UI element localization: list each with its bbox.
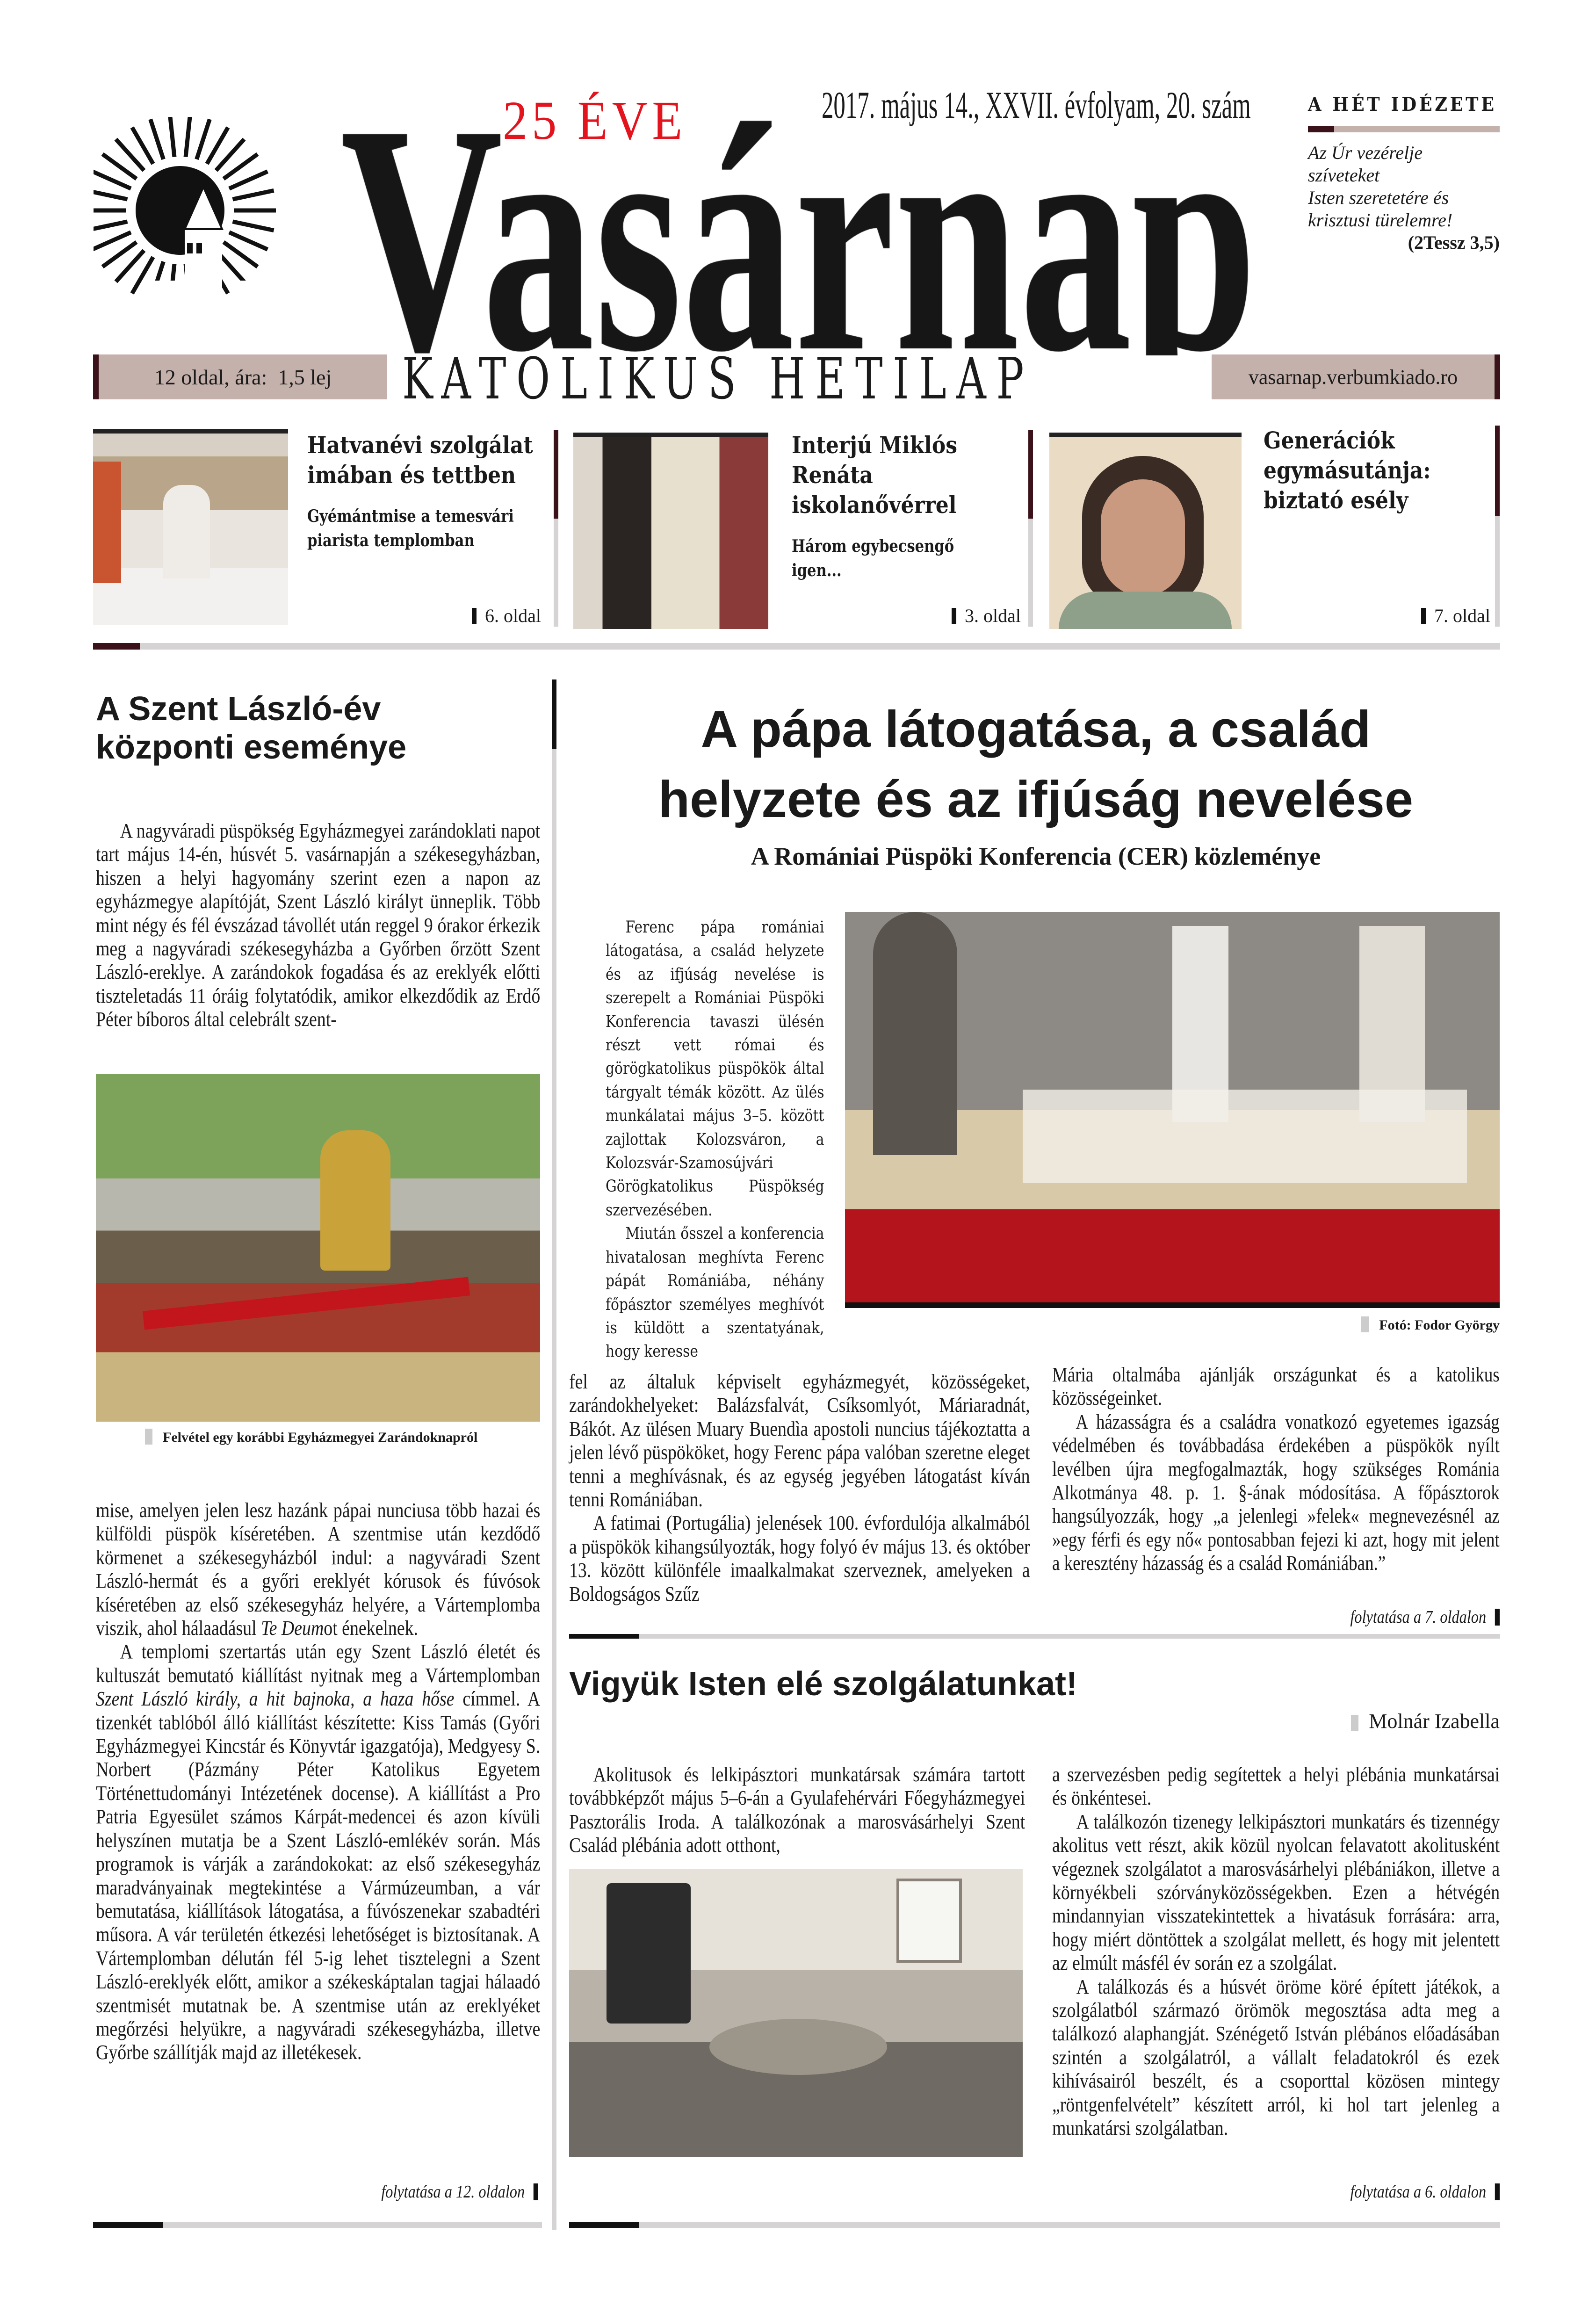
teaser-subtitle: Gyémántmise a temesvári <box>307 506 514 526</box>
teaser-subtitle: Három egybecsengő <box>792 536 954 556</box>
left-article-photo[interactable] <box>96 1074 540 1422</box>
website-box[interactable] <box>1212 354 1500 399</box>
quote-line: Az Úr vezérelje <box>1308 142 1423 163</box>
sun-church-logo <box>94 117 290 341</box>
main-article-photo[interactable] <box>845 912 1500 1308</box>
sun-ray <box>197 119 210 159</box>
main-right-column <box>1052 1363 1500 1576</box>
paragraph: a szervezésben pedig segítettek a helyi plébánia munkatársai és önkéntesei. <box>1052 1763 1500 1810</box>
teaser-divider <box>1028 430 1033 627</box>
sun-ray <box>229 232 267 250</box>
teaser-photo-interview[interactable] <box>573 433 768 629</box>
teaser-page-ref: 6. oldal <box>472 605 541 627</box>
left-photo-caption: Felvétel egy korábbi Egyházmegyei Zarándoknapról <box>145 1429 477 1445</box>
masthead-title-logo[interactable] <box>340 94 1271 355</box>
bottom-rule-left <box>93 2222 542 2228</box>
column-divider <box>552 679 556 2230</box>
paragraph: A nagyváradi püspökség Egyházmegyei zarándoklati napot tart május 14-én, húsvét 5. vasárnapján a székesegyházban, hiszen a helyi hagyomány szerint ezen a napon az egyházmegye alapítóját, Szent László királyt ünneplik. Több mint négy és fél évszázad távollét után reggel 9 órakor érkezik meg a nagyváradi székesegyházba a Győrben őrzött Szent László-ereklye. A zarándokok fogadása és az ereklyék előtti tiszteletadás 11 óráig folytatódik, amikor elkezdődik az Erdő Péter bíboros által celebrált szent- <box>96 819 541 1031</box>
left-article-body-bottom <box>96 1499 540 2065</box>
text: címmel. A tizenkét tablóból álló kiállítást készítette: Kiss Tamás (Győri Egyházmegyei Kincstár és Könyvtár igazgatója), Medgyesy S. Norbert (Pázmány Péter Katolikus Egyetem Történettudományi Intézetének docense). A kiállítást a Pro Patria Egyesület számos Kárpát-medencei és azon kívüli helyszínen mutatja be a Szent László-emlékév során. Más programok is várják a zarándokokat: az első székesegyház maradványainak megtekintése a Vármúzeumban, a vár bemutatása, kiállítások látogatása, a fúvószenekar szabadtéri műsora. A vár területén étkezési lehetőséget is biztosítanak. A Vártemplomban délután fél 5-ig lehet tisztelegni a Szent László-ereklyék előtt, amikor a székeskáptalan tagjai hálaadó szentmisét mutatnak be. A szentmise után az ereklyéket megőrzési helyükre, a nagyváradi székesegyházba, illetve Győrbe szállítják majd az illetékesek. <box>96 1687 541 2064</box>
teaser-photo-mass[interactable] <box>93 429 288 625</box>
paragraph: Miután ősszel a konferencia hivatalosan meghívta Ferenc pápát Romániába, néhány főpásztor személyes meghívót is küldött a szentatyának, hogy keresse <box>606 1224 824 1361</box>
issue-date-line: 2017. május 14., XXVII. évfolyam, 20. szám <box>822 84 1251 126</box>
paragraph <box>96 1640 540 2064</box>
quote-line: szíveteket <box>1308 165 1380 186</box>
sun-ray <box>94 172 131 189</box>
quote-heading: A HÉT IDÉZETE <box>1308 94 1497 116</box>
teaser-photo-portrait[interactable] <box>1049 433 1242 629</box>
text: A templomi szertartás után egy Szent László életét és kultuszát bemutató kiállítást nyitnak meg a Vártemplomban <box>96 1640 541 1687</box>
main-bottom-rule <box>569 1634 1500 1639</box>
main-wide-column <box>569 1347 1030 1606</box>
anniversary-label: 25 ÉVE <box>503 90 687 151</box>
bottom-right-column <box>1052 1763 1500 2140</box>
quote-line: krisztusi türelemre! <box>1308 210 1453 231</box>
paragraph: A találkozón tizenegy lelkipásztori munkatárs és tizennégy akolitus vett részt, akik közül nyolcan felavatott akolitusként végeznek szolgálatot a marosvásárhelyi plébániákon, illetve a környékbeli szórványközösségekben. Ezen a hétvégén mindannyian visszatekintettek a hivatásuk forrására: arra, hogy miért döntöttek a szolgálat mellett, és hogy mit jelentett az elmúlt másfél év során ez a szolgálat. <box>1052 1810 1500 1975</box>
text: ot énekelnek. <box>324 1617 419 1640</box>
teaser-divider <box>554 430 558 627</box>
teaser-1[interactable] <box>307 430 550 627</box>
sun-ray <box>151 119 164 159</box>
quote-reference: (2Tessz 3,5) <box>1408 232 1500 253</box>
bottom-left-column <box>569 1763 1025 1857</box>
quote-line: Isten szeretetére és <box>1308 187 1449 208</box>
teaser-subtitle: igen... <box>792 561 842 580</box>
sun-ray <box>94 222 128 231</box>
teaser-2[interactable] <box>792 430 1025 627</box>
sun-ray <box>232 222 274 231</box>
bottom-article-headline[interactable]: Vigyük Isten elé szolgálatunkat! <box>569 1665 1077 1703</box>
sun-ray <box>186 117 190 157</box>
teaser-title[interactable]: Generációk egymásutánja: biztató esély <box>1264 426 1431 514</box>
text: mise, amelyen jelen lesz hazánk pápai nunciusa több hazai és külföldi püspök kíséretében. A szentmise után kezdődő körmenet a székesegyházból indul: a nagyváradi Szent László-hermát és a győri ereklyét kórusok és fúvósok kíséretében az első székesegyház helyére, a Vártemplomba viszik, ahol hálaadásul <box>96 1499 541 1640</box>
teaser-page-ref: 7. oldal <box>1421 605 1490 627</box>
main-narrow-column <box>606 916 824 1364</box>
quote-of-week <box>1308 94 1500 254</box>
teaser-subtitle: piarista templomban <box>307 531 475 550</box>
main-headline[interactable] <box>571 694 1501 835</box>
italic-title: Te Deum <box>261 1617 324 1640</box>
left-article-body-top <box>96 819 540 1032</box>
paragraph: A találkozás és a húsvét öröme köré épített játékok, a szolgálatból származó örömök megosztása adta meg a találkozó alaphangját. Szénégető István plébános előadásában szintén a szolgálatról, a vállalt feladatokról és ezek kihívásairól beszélt, és a csoporttal közösen mintegy „röntgenfelvételt” készített arról, ki hol tart jelenleg a munkatársi szolgálatban. <box>1052 1975 1500 2140</box>
section-rule <box>93 643 1500 650</box>
bottom-article-author: Molnár Izabella <box>1351 1709 1500 1733</box>
left-article-headline[interactable]: A Szent László-év központi eseménye <box>96 690 407 766</box>
teaser-page-ref: 3. oldal <box>952 605 1021 627</box>
sun-ray <box>94 232 131 250</box>
sun-ray <box>232 190 274 199</box>
paragraph: Akolitusok és lelkipásztori munkatársak számára tartott továbbképzőt május 5–6-án a Gyulafehérvári Főegyházmegyei Pasztorális Iroda. A találkozónak a marosvásárhelyi Szent Család plébánia adott otthont, <box>569 1763 1025 1857</box>
sun-ray <box>94 190 128 199</box>
teaser-title[interactable]: Interjú Miklós Renáta iskolanővérrel <box>792 431 958 519</box>
pages-price: 12 oldal, ára: 1,5 lej <box>154 365 332 389</box>
teaser-title[interactable]: Hatvanévi szolgálat imában és tettben <box>307 431 533 489</box>
pages-price-box <box>93 354 387 399</box>
quote-divider <box>1308 126 1500 132</box>
paragraph: Ferenc pápa romániai látogatása, a család helyzete és az ifjúság nevelése is szerepelt a Romániai Püspöki Konferencia tavaszi ülésén részt vett római és görögkatolikus püspökök által tárgyalt témák között. Az ülés munkálatai május 3–5. között zajlottak Kolozsváron, a Kolozsvár-Szamosújvári Görögkatolikus Püspökség szervezésében. <box>606 918 824 1220</box>
sun-ray <box>229 172 267 189</box>
bottom-article-photo[interactable] <box>569 1869 1023 2157</box>
sun-ray <box>170 117 174 157</box>
headline-line[interactable]: A pápa látogatása, a család <box>701 701 1371 758</box>
teaser-3[interactable] <box>1264 426 1500 627</box>
main-continued-link[interactable]: folytatása a 7. oldalon <box>1350 1607 1500 1627</box>
left-continued-link[interactable]: folytatása a 12. oldalon <box>381 2182 538 2202</box>
website-link[interactable]: vasarnap.verbumkiado.ro <box>1248 365 1458 389</box>
paragraph: Mária oltalmába ajánlják országunkat és a katolikus közösségeinket. <box>1052 1363 1500 1410</box>
bottom-continued-link[interactable]: folytatása a 6. oldalon <box>1350 2182 1500 2202</box>
main-photo-credit: Fotó: Fodor György <box>1361 1316 1500 1333</box>
main-subheadline: A Romániai Püspöki Konferencia (CER) közleménye <box>751 842 1321 870</box>
paragraph: A fatimai (Portugália) jelenések 100. évfordulója alkalmából a püspökök kihangsúlyozták, hogy folyó év május 13. és október 13. között különféle imaalkalmakat szerveznek, amelyeken a Boldogságos Szűz <box>569 1511 1030 1605</box>
paragraph: A házasságra és a családra vonatkozó egyetemes igazság védelmében és továbbadása érdekében a püspökök nyílt levélben újra megfogalmazták, hogy szükséges Románia Alkotmánya 48. p. 1. §-ának módosítása. A főpásztorok hangsúlyozzák, hogy „a jelenlegi »felek« megnevezésnél az »egy férfi és egy nő« pontosabban fejezi ki azt, hogy mit jelent a keresztény házasság és a család Romániában.” <box>1052 1410 1500 1575</box>
bottom-rule-right <box>569 2222 1500 2228</box>
italic-title: Szent László király, a hit bajnoka, a haza hőse <box>96 1687 455 1711</box>
paragraph: fel az általuk képviselt egyházmegyét, közösségeket, zarándokhelyeket: Balázsfalvát, Csíksomlyót, Máriaradnát, Bákót. Az ülésen Muary Buendìa apostoli nuncius tájékoztatta a jelen lévő püspököket, hogy Ferenc pápa valóban szeretne eleget tenni a meghívásnak, és az egység jegyében látogatást kíván tenni Romániában. <box>569 1370 1030 1511</box>
paragraph <box>96 1499 540 1640</box>
masthead-subtitle: KATOLIKUS HETILAP <box>402 346 1034 412</box>
headline-line[interactable]: helyzete és az ifjúság nevelése <box>658 771 1414 828</box>
